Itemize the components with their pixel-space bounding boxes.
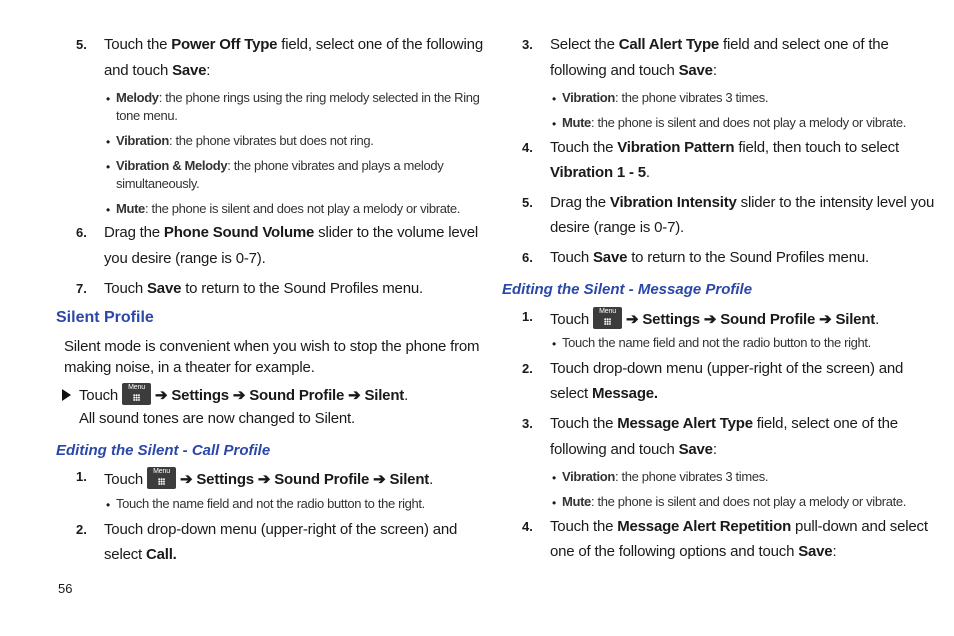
paragraph: Silent mode is convenient when you wish to stop the phone from <box>64 338 480 355</box>
step-number: 5. <box>522 195 533 210</box>
step-number: 6. <box>522 250 533 265</box>
step-text: Touch the Message Alert Type field, select one of the <box>550 415 898 432</box>
step-number: 7. <box>76 281 87 296</box>
step-text: Touch Save to return to the Sound Profiles menu. <box>104 280 423 297</box>
bullet-icon: • <box>106 92 111 106</box>
bullet-text: Vibration: the phone vibrates 3 times. <box>562 90 769 105</box>
bullet-icon: • <box>552 117 557 131</box>
bullet-icon: • <box>552 471 557 485</box>
step-number: 2. <box>76 522 87 537</box>
bullet-text: Melody: the phone rings using the ring melody selected in the Ring <box>116 90 480 105</box>
step-text: following and touch Save: <box>550 62 717 79</box>
step-text: Touch drop-down menu (upper-right of the screen) and <box>550 360 904 377</box>
step-text: Drag the Phone Sound Volume slider to the volume level <box>104 224 479 241</box>
bullet-text: Vibration: the phone vibrates but does not ring. <box>116 133 374 148</box>
menu-key-icon: Menu <box>593 307 622 329</box>
step-text: Touch drop-down menu (upper-right of the screen) and <box>104 521 458 538</box>
step-text: Touch the Power Off Type field, select one of the following <box>104 36 483 53</box>
step-text: select Call. <box>104 546 177 563</box>
section-heading: Silent Profile <box>56 309 154 326</box>
step-text: Select the Call Alert Type field and select one of the <box>550 36 889 53</box>
bullet-text: Mute: the phone is silent and does not play a melody or vibrate. <box>562 494 906 509</box>
bullet-icon: • <box>552 92 557 106</box>
menu-key-icon: Menu <box>147 467 176 489</box>
step-text: select Message. <box>550 385 658 402</box>
touch-instruction: Touch Menu ➔ Settings ➔ Sound Profile ➔ Silent. <box>79 384 409 404</box>
step-text: desire (range is 0-7). <box>550 219 684 236</box>
page-number: 56 <box>58 581 73 596</box>
step-number: 5. <box>76 37 87 52</box>
paragraph: All sound tones are now changed to Silent. <box>79 410 355 427</box>
step-text: Touch Menu ➔ Settings ➔ Sound Profile ➔ Silent. <box>104 468 434 488</box>
subsection-heading: Editing the Silent - Message Profile <box>502 281 753 298</box>
step-text: following and touch Save: <box>550 441 717 458</box>
step-text: and touch Save: <box>104 62 211 79</box>
bullet-icon: • <box>106 135 111 149</box>
bullet-icon: • <box>106 203 111 217</box>
bullet-text: Mute: the phone is silent and does not play a melody or vibrate. <box>562 115 906 130</box>
step-text: you desire (range is 0-7). <box>104 250 266 267</box>
bullet-text: simultaneously. <box>116 176 200 191</box>
bullet-text: Mute: the phone is silent and does not play a melody or vibrate. <box>116 201 460 216</box>
step-text: Vibration 1 - 5. <box>550 164 650 181</box>
paragraph: making noise, in a theater for example. <box>64 359 315 376</box>
arrow-icon <box>62 388 71 406</box>
step-number: 6. <box>76 225 87 240</box>
step-number: 2. <box>522 361 533 376</box>
bullet-icon: • <box>552 337 557 351</box>
step-number: 4. <box>522 140 533 155</box>
bullet-icon: • <box>106 160 111 174</box>
step-number: 4. <box>522 519 533 534</box>
bullet-icon: • <box>106 498 111 512</box>
bullet-text: tone menu. <box>116 108 178 123</box>
note-text: Touch the name field and not the radio button to the right. <box>562 335 871 350</box>
step-text: Drag the Vibration Intensity slider to the intensity level you <box>550 194 935 211</box>
step-text: Touch the Vibration Pattern field, then touch to select <box>550 139 899 156</box>
step-text: one of the following options and touch Save: <box>550 543 837 560</box>
step-number: 3. <box>522 37 533 52</box>
bullet-icon: • <box>552 496 557 510</box>
note-text: Touch the name field and not the radio button to the right. <box>116 496 425 511</box>
bullet-text: Vibration: the phone vibrates 3 times. <box>562 469 769 484</box>
step-text: Touch the Message Alert Repetition pull-down and select <box>550 518 928 535</box>
step-text: Touch Menu ➔ Settings ➔ Sound Profile ➔ Silent. <box>550 308 880 328</box>
step-number: 3. <box>522 416 533 431</box>
step-number: 1. <box>76 469 87 484</box>
step-number: 1. <box>522 309 533 324</box>
bullet-text: Vibration & Melody: the phone vibrates and plays a melody <box>116 158 444 173</box>
subsection-heading: Editing the Silent - Call Profile <box>56 442 271 459</box>
step-text: Touch Save to return to the Sound Profiles menu. <box>550 249 869 266</box>
menu-key-icon: Menu <box>122 383 151 405</box>
